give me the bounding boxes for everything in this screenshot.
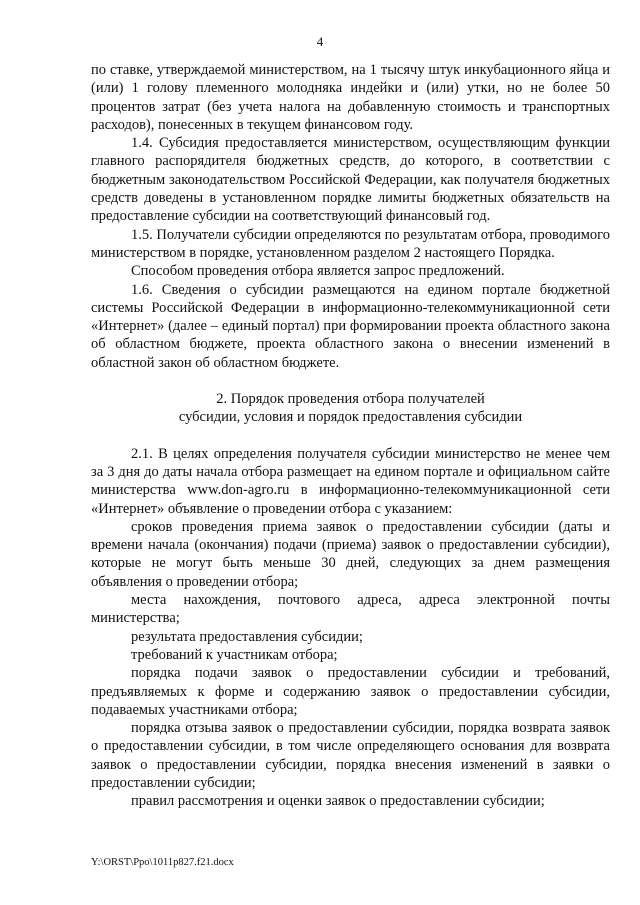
list-item: порядка подачи заявок о предоставлении субсидии и требований, предъявляемых к форме и содержанию заявок о предоставлении субсидии, подаваемых участниками отбора; bbox=[91, 665, 610, 718]
paragraph: 1.5. Получатели субсидии определяются по результатам отбора, проводимого министерством в порядке, установленном разделом 2 настоящего Порядка. bbox=[91, 226, 610, 261]
list-item: места нахождения, почтового адреса, адреса электронной почты министерства; bbox=[91, 592, 610, 627]
section-title: субсидии, условия и порядок предоставления субсидии bbox=[178, 409, 523, 426]
section-title: 2. Порядок проведения отбора получателей bbox=[216, 391, 485, 408]
list-item: правил рассмотрения и оценки заявок о предоставлении субсидии; bbox=[131, 793, 545, 810]
paragraph: Способом проведения отбора является запрос предложений. bbox=[131, 263, 505, 280]
paragraph: 2.1. В целях определения получателя субсидии министерство не менее чем за 3 дня до даты начала отбора размещает на едином портале и официальном сайте министерства www.don-agro.ru в информационно-телекоммуникационной сети «Интернет» объявление о проведении отбора с указанием: bbox=[91, 445, 610, 517]
document-body bbox=[91, 61, 610, 811]
list-item: требований к участникам отбора; bbox=[131, 646, 338, 663]
paragraph: 1.6. Сведения о субсидии размещаются на едином портале бюджетной системы Российской Федерации в информационно-телекоммуникационной сети «Интернет» (далее – единый портал) при формировании проекта областного закона об областном бюджете, проекта областного закона о внесении изменений в областной закон об областном бюджете. bbox=[91, 281, 610, 371]
list-item: результата предоставления субсидии; bbox=[131, 628, 363, 645]
page-number: 4 bbox=[316, 34, 324, 49]
paragraph: по ставке, утверждаемой министерством, на 1 тысячу штук инкубационного яйца и (или) 1 голову племенного молодняка индейки и (или) утки, но не более 50 процентов затрат (без учета налога на добавленную стоимость и транспортных расходов), понесенных в текущем финансовом году. bbox=[91, 62, 610, 133]
list-item: порядка отзыва заявок о предоставлении субсидии, порядка возврата заявок о предоставлении субсидии, в том числе определяющего основания для возврата заявок о предоставлении субсидии, порядка внесения изменений в заявки о предоставлении субсидии; bbox=[91, 720, 610, 791]
paragraph: 1.4. Субсидия предоставляется министерством, осуществляющим функции главного распорядителя бюджетных средств, до которого, в соответствии с бюджетным законодательством Российской Федерации, как получателя бюджетных средств доведены в установленном порядке лимиты бюджетных обязательств на предоставление субсидии на соответствующий финансовый год. bbox=[91, 135, 610, 225]
list-item: сроков проведения приема заявок о предоставлении субсидии (даты и времени начала (окончания) подачи (приема) заявок о предоставлении субсидии), которые не могут быть меньше 30 дней, следующих за днем размещения объявления о проведении отбора; bbox=[91, 518, 610, 590]
footer-file-path: Y:\ORST\Ppo\1011p827.f21.docx bbox=[91, 857, 234, 868]
